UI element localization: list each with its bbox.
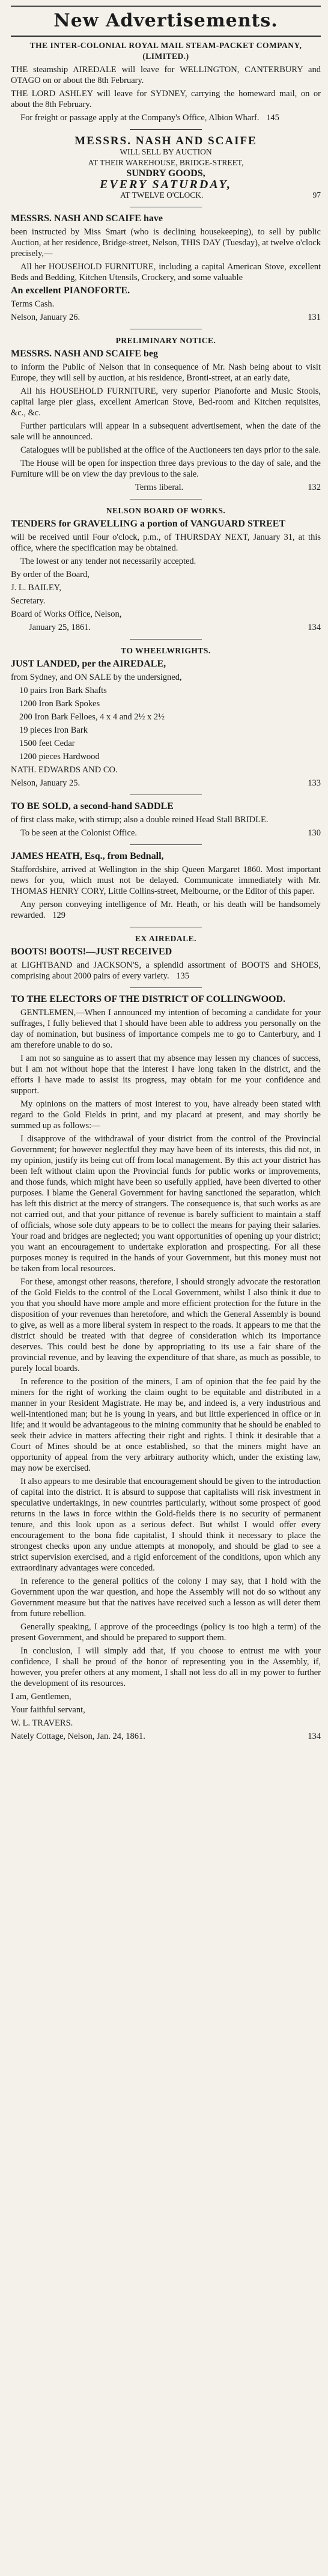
ad-heading: THE INTER-COLONIAL ROYAL MAIL STEAM-PACKET COMPANY, (LIMITED.) (29, 41, 302, 61)
ad-line (11, 312, 321, 323)
ad-paragraph: In reference to the general politics of the colony I may say, that I hold with the Government upon the war question, and hope the Assembly will not do so without any Government measure but that the natives have received such a lesson as will deter them from future rebellion. (11, 1576, 321, 1619)
ad-paragraph: In conclusion, I will simply add that, if you choose to entrust me with your confidence, I shall be proud of the honor of representing you in the Assembly, if, however, you prefer others at any moment, I shall not less do all in my power to further the development of its resources. (11, 1646, 321, 1688)
ad-title: BOOTS! BOOTS!—JUST RECEIVED (11, 947, 172, 957)
ad-household-sale (11, 213, 321, 323)
ad-line: Secretary. (11, 596, 46, 606)
ad-paragraph: The lowest or any tender not necessarily accepted. (20, 557, 196, 566)
ad-title: MESSRS. NASH AND SCAIFE (74, 135, 257, 147)
ad-paragraph: In reference to the position of the miners, I am of opinion that the fee paid by the miners for the right of working the claim ought to be equitable and distributed in a manner in your Resident Magistrate. He may be, and indeed is, a very industrious and well-intentioned man; but he is young in years, and but little experienced in office or in life; and it would be advantageous to the mining community that he should be enabled to seek their advice in matters affecting their right and rights. I think it desirable that a Court of Mines should be at once established, so that the miners might have an opportunity of appeal from the very arbitrary authority which, under the existing law, may now be exercised. (11, 1377, 321, 1473)
ad-steam-packet (11, 40, 321, 123)
ad-closing: I am, Gentlemen, (11, 1692, 71, 1702)
list-item: 1200 Iron Bark Spokes (19, 699, 100, 709)
ad-paragraph: Further particulars will appear in a subsequent advertisement, when the date of the sale will be announced. (11, 421, 321, 442)
list-item: 200 Iron Bark Felloes, 4 x 4 and 2½ x 2½ (19, 712, 165, 722)
ad-paragraph: My opinions on the matters of most interest to you, have already been stated with regard to the Gold Fields in print, and my placard at present, and may shortly be summed up as follows:— (11, 1099, 321, 1131)
ad-heading: EX AIREDALE. (135, 934, 197, 943)
ad-heading: NELSON BOARD OF WORKS. (106, 506, 226, 515)
ad-paragraph: For these, amongst other reasons, therefore, I should strongly advocate the restoration of the Gold Fields to the control of the Local Government, whilst I also think it due to you that you should have more ample and more efficient protection for the future in the disposition of your revenues than heretofore, and which the General Assembly is bound to give, as well as a more liberal system in respect to the roads. It appears to me that the district should be treated with that degree of consideration which its importance deserves. This could best be done by appropriating to its use a fair share of the provincial revenue, and by leaving the expenditure of that share, as much as possible, to purely local boards. (11, 1277, 321, 1373)
ad-paragraph: I am not so sanguine as to assert that my absence may lessen my chances of success, but I am not without hope that the interest I have long taken in the district, and the efforts I have made to assist its progress, may obtain for me your confidence and support. (11, 1054, 321, 1096)
ad-paragraph: of first class make, with stirrup; also a double reined Head Stall BRIDLE. (11, 815, 269, 825)
ad-title: MESSRS. NASH AND SCAIFE beg (11, 349, 158, 359)
ad-line: AT THEIR WAREHOUSE, BRIDGE-STREET, (88, 158, 244, 167)
ad-paragraph: will be received until Four o'clock, p.m., of THURSDAY NEXT, January 31, at this office, where the specification may be obtained. (11, 533, 321, 553)
ad-text: AT TWELVE O'CLOCK. (120, 191, 204, 200)
masthead-rule (11, 35, 321, 37)
ad-line (11, 1731, 321, 1742)
ad-paragraph: It also appears to me desirable that encouragement should be given to the introduction of capital into the district. It is absurd to suppose that capitalists will risk investment in speculative undertakings, in new countries particularly, without some prospect of good returns in the laws in force within the Gold-fields there is no security of permanent tenure, and this look upon as a serious defect. But whilst I would offer every encouragement to the bona fide capitalist, I should think it necessary to place the strongest checks upon any undue attempts at monopoly, and should be glad to see a strict supervision exercised, and a rigid enforcement of the conditions, upon which any extraordinary advantages were conceded. (11, 1477, 321, 1573)
ad-paragraph: THE LORD ASHLEY will leave for SYDNEY, carrying the homeward mail, on or about the 8th February. (11, 89, 321, 109)
ad-paragraph: Catalogues will be published at the office of the Auctioneers ten days prior to the sale. (20, 445, 321, 455)
ad-line (11, 778, 321, 789)
separator-rule (130, 844, 202, 845)
ad-line: EVERY SATURDAY, (100, 178, 232, 191)
ad-paragraph: All his HOUSEHOLD FURNITURE, very superior Pianoforte and Music Stools, capital large pier glass, excellent American Stove, Bed-room and Kitchen requisites, &c., &c. (11, 386, 321, 418)
ad-paragraph: All her HOUSEHOLD FURNITURE, including a capital American Stove, excellent Beds and Bedding, Kitchen Utensils, Crockery, and some valuable (11, 262, 321, 282)
ad-text: Nelson, January 25. (11, 778, 80, 788)
ad-line (11, 828, 321, 838)
list-item: 19 pieces Iron Bark (19, 725, 88, 735)
ad-paragraph (11, 112, 321, 123)
ad-title: TENDERS for GRAVELLING a portion of VANGUARD STREET (11, 519, 286, 529)
ad-paragraph: THE steamship AIREDALE will leave for WELLINGTON, CANTERBURY and OTAGO on or about the 8th February. (11, 65, 321, 85)
ad-text: at LIGHTBAND and JACKSON'S, a splendid assortment of BOOTS and SHOES, comprising about 2000 pairs of every variety. (11, 960, 321, 981)
ad-title: JAMES HEATH, Esq., from Bednall, (11, 851, 164, 861)
ad-text: Terms liberal. (135, 483, 184, 492)
ad-paragraph: to inform the Public of Nelson that in consequence of Mr. Nash being about to visit Europe, they will sell by auction, at his residence, Bronti-street, at an early date, (11, 362, 321, 383)
ad-ref-number: 132 (308, 483, 321, 492)
top-rule (11, 5, 321, 7)
ad-line: An excellent PIANOFORTE. (11, 285, 130, 296)
ad-preliminary-notice (11, 335, 321, 493)
ad-line (11, 622, 321, 633)
ad-paragraph: from Sydney, and ON SALE by the undersigned, (11, 673, 182, 682)
ad-ref-number: 145 (266, 113, 279, 123)
list-item: 10 pairs Iron Bark Shafts (19, 686, 107, 695)
separator-rule (130, 129, 202, 130)
list-item: 1500 feet Cedar (19, 739, 75, 748)
ad-board-of-works (11, 505, 321, 633)
ad-james-heath (11, 851, 321, 921)
ad-closing: Your faithful servant, (11, 1705, 85, 1715)
ad-line: WILL SELL BY AUCTION (120, 147, 212, 156)
ad-line (11, 190, 321, 201)
ad-ref-number: 131 (308, 313, 321, 322)
ad-signer: W. L. TRAVERS. (11, 1718, 73, 1728)
ad-signer: J. L. BAILEY, (11, 583, 61, 593)
ad-saddle (11, 801, 321, 838)
list-item: 1200 pieces Hardwood (19, 752, 100, 762)
ad-electors-address (11, 994, 321, 1742)
ad-title: TO THE ELECTORS OF THE DISTRICT OF COLLINGWOOD. (11, 994, 286, 1004)
ad-paragraph: GENTLEMEN,—When I announced my intention of becoming a candidate for your suffrages, I fully believed that I should have been able to address you personally on the day of nomination, but business of importance compels me to go to Canterbury, and I am therefore unable to do so. (11, 1008, 321, 1050)
ad-text: To be seen at the Colonist Office. (20, 828, 138, 838)
ad-ref-number: 129 (52, 911, 65, 920)
ad-text: January 25, 1861. (29, 623, 91, 632)
ad-text: For freight or passage apply at the Company's Office, Albion Wharf. (20, 113, 260, 123)
masthead: New Advertisements. (53, 10, 278, 31)
ad-line (11, 482, 321, 493)
ad-ref-number: 133 (308, 778, 321, 788)
ad-wheelwrights (11, 646, 321, 789)
ad-paragraph: The House will be open for inspection three days previous to the day of sale, and the Furniture will be on view the day previous to the sale. (11, 459, 321, 479)
ad-paragraph (11, 899, 321, 921)
ad-heading: TO WHEELWRIGHTS. (121, 646, 211, 655)
ad-ref-number: 134 (308, 1732, 321, 1741)
ad-heading: PRELIMINARY NOTICE. (115, 336, 216, 345)
ad-ref-number: 130 (308, 828, 321, 838)
ad-paragraph: Generally speaking, I approve of the proceedings (policy is too high a term) of the present Government, and should be prepared to support them. (11, 1622, 321, 1643)
ad-title: TO BE SOLD, a second-hand SADDLE (11, 801, 174, 811)
ad-signer: NATH. EDWARDS AND CO. (11, 765, 118, 775)
ad-line: SUNDRY GOODS, (126, 168, 205, 179)
ad-paragraph: I disapprove of the withdrawal of your district from the control of the Provincial Government; for however neglectful they may have been of its interests, this did not, in my opinion, justify its being cut off from local management. By this act your district has been left without claim upon the Provincial funds for public works or improvements, and those funds, which might have been so usefully applied, have been diverted to other purposes. I blame the General Government for having sanctioned the separation, which has left this district at the mercy of strangers. The consequence is, that such works as are not carried out, and that your pittance of revenue is barely sufficient to maintain a staff of officials, whose sole duty appears to be to collect the means for paying their salaries. Your road and bridges are neglected; you want opportunities of opening up your district; you want an encouragement to undertake exploration and prospecting. For all these purposes money is required in the hands of your Government, but this money must not be taken from local resources. (11, 1134, 321, 1274)
ad-ref-number: 135 (176, 971, 189, 981)
ad-line: Board of Works Office, Nelson, (11, 609, 122, 619)
ad-ref-number: 97 (312, 191, 321, 200)
ad-sundry-goods (11, 136, 321, 201)
ad-paragraph: been instructed by Miss Smart (who is declining housekeeping), to sell by public Auction, at her residence, Bridge-street, Nelson, THIS DAY (Tuesday), at twelve o'clock precisely,— (11, 227, 321, 258)
ad-title: MESSRS. NASH AND SCAIFE have (11, 213, 163, 224)
ad-text: Nately Cottage, Nelson, Jan. 24, 1861. (11, 1732, 145, 1741)
ad-paragraph (11, 960, 321, 981)
ad-text: Nelson, January 26. (11, 313, 80, 322)
ad-paragraph: Staffordshire, arrived at Wellington in the ship Queen Margaret 1860. Most important news for you, which must not be delayed. Communicate immediately with Mr. THOMAS HENRY CORY, Little Collins-street, Melbourne, or the Editor of this paper. (11, 865, 321, 896)
ad-text: Any person conveying intelligence of Mr. Heath, or his death will be handsomely rewarded. (11, 900, 321, 920)
ad-line: By order of the Board, (11, 570, 90, 579)
ad-title: JUST LANDED, per the AIREDALE, (11, 659, 166, 669)
ad-ref-number: 134 (308, 623, 321, 632)
separator-rule (130, 987, 202, 988)
ad-boots (11, 933, 321, 981)
ad-line: Terms Cash. (11, 299, 55, 309)
